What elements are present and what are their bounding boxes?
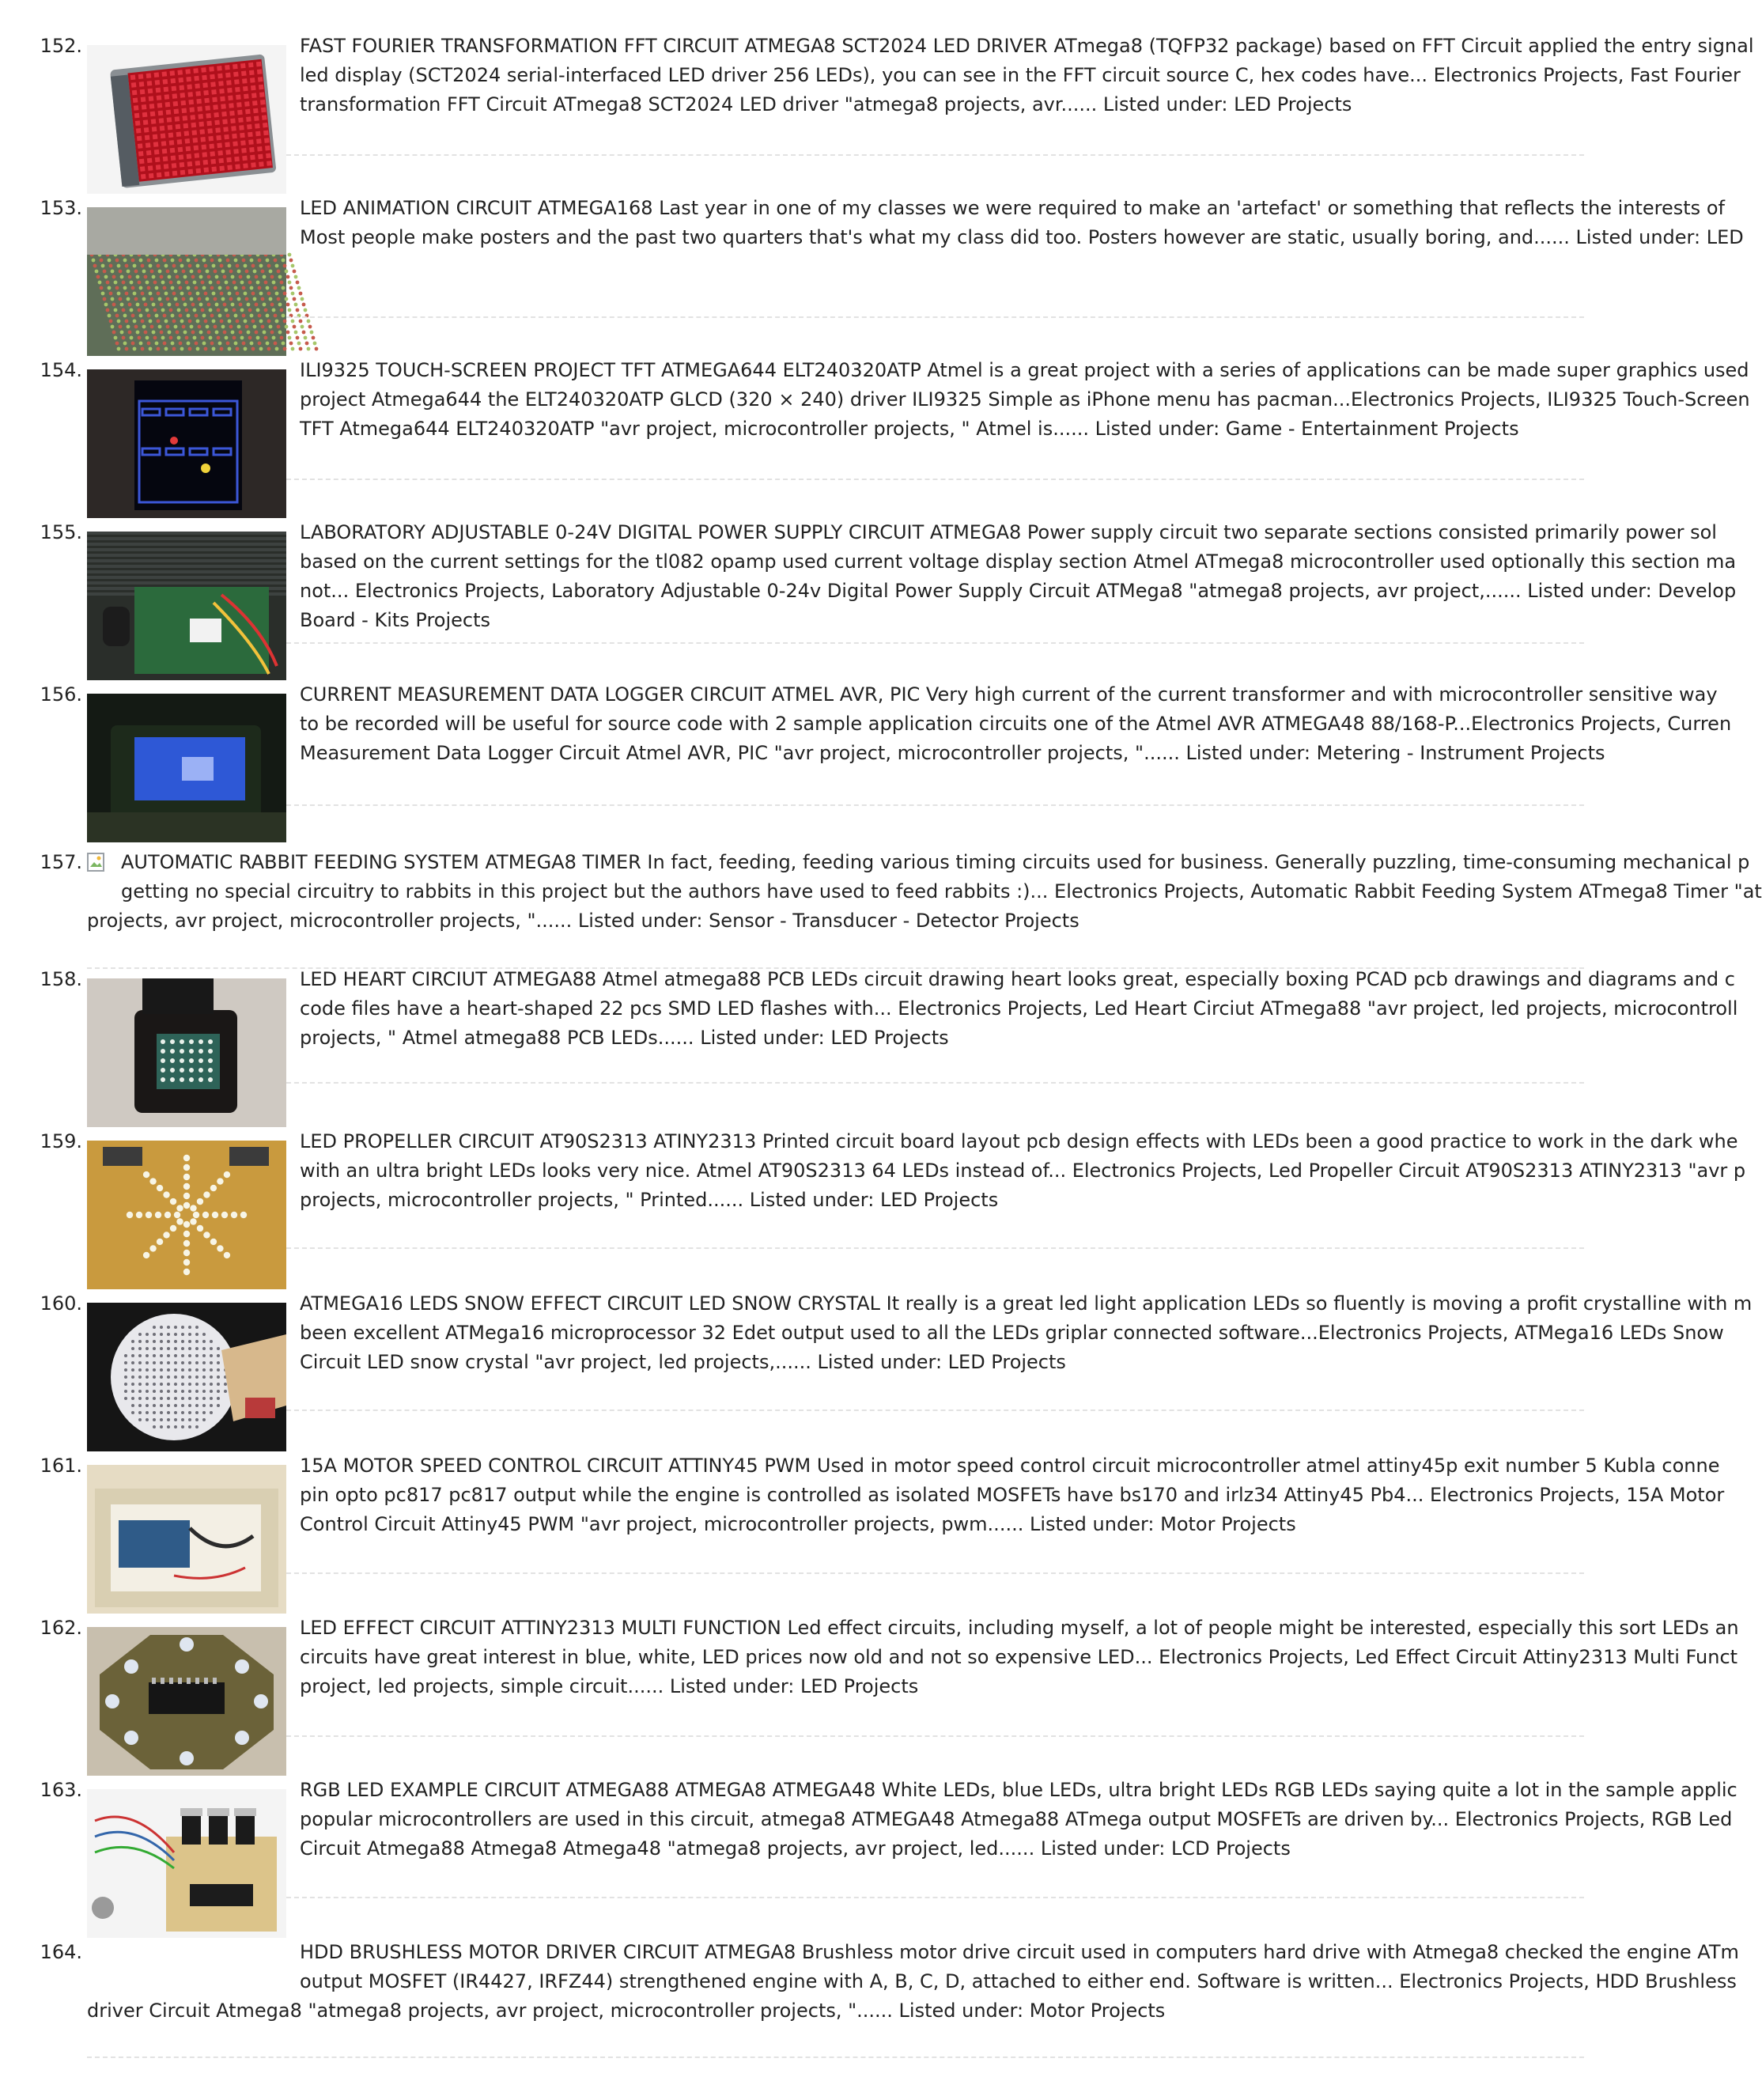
description-line: getting no special circuitry to rabbits in this project but the authors have used to feed rabbits :)... Electronics Projects, Automatic Rabbit Feeding System ATmega8 Timer "at xyxy=(121,880,1762,902)
description-line: Most people make posters and the past two quarters that's what my class did too. Posters however are static, usually boring, and...... Listed under: LED xyxy=(300,226,1744,248)
item-number: 152. xyxy=(40,35,82,57)
description-line: pin opto pc817 pc817 output while the engine is controlled as isolated MOSFETs have bs170 and irlz34 Attiny45 Pb4... Electronics Projects, 15A Motor xyxy=(300,1484,1725,1506)
item-number: 160. xyxy=(40,1292,82,1315)
item-divider xyxy=(286,1572,1584,1574)
description-line: CURRENT MEASUREMENT DATA LOGGER CIRCUIT ATMEL AVR, PIC Very high current of the current transformer and with microcontroller sensitive way xyxy=(300,683,1718,706)
motor-control-box-photo xyxy=(87,1465,286,1614)
project-description[interactable] xyxy=(300,518,1737,635)
description-line: based on the current settings for the tl082 opamp used current voltage display section Atmel ATmega8 microcontroller used optionally this section ma xyxy=(300,551,1737,573)
led-effect-octagon-photo xyxy=(87,1627,286,1776)
item-number: 162. xyxy=(40,1617,82,1639)
project-thumbnail[interactable] xyxy=(87,369,286,518)
item-divider xyxy=(286,642,1584,644)
item-divider xyxy=(286,316,1584,318)
project-description[interactable] xyxy=(300,1614,1739,1701)
item-divider xyxy=(286,479,1584,480)
rgb-led-board-photo xyxy=(87,1789,286,1938)
description-line: Board - Kits Projects xyxy=(300,609,491,631)
description-line: AUTOMATIC RABBIT FEEDING SYSTEM ATMEGA8 TIMER In fact, feeding, feeding various timing circuits used for business. Generally puzzling, time-consuming mechanical p xyxy=(121,851,1750,873)
item-number: 159. xyxy=(40,1130,82,1152)
project-description[interactable] xyxy=(300,965,1738,1053)
description-line: popular microcontrollers are used in this circuit, atmega8 ATMEGA48 Atmega88 ATmega output MOSFETs are driven by... Electronics Projects, RGB Led xyxy=(300,1808,1733,1830)
description-line: LED ANIMATION CIRCUIT ATMEGA168 Last year in one of my classes we were required to make an 'artefact' or something that reflects the interests of xyxy=(300,197,1725,219)
description-line: Circuit Atmega88 Atmega8 Atmega48 "atmega8 projects, avr project, led...... Listed under: LCD Projects xyxy=(300,1837,1291,1860)
description-line: Measurement Data Logger Circuit Atmel AVR, PIC "avr project, microcontroller projects, "...... Listed under: Metering - Instrument Projects xyxy=(300,742,1605,764)
description-line: with an ultra bright LEDs looks very nice. Atmel AT90S2313 64 LEDs instead of... Electronics Projects, Led Propeller Circuit AT90S2313 ATINY2313 "avr p xyxy=(300,1160,1746,1182)
description-line: RGB LED EXAMPLE CIRCUIT ATMEGA88 ATMEGA8 ATMEGA48 White LEDs, blue LEDs, ultra bright LEDs RGB LEDs saying quite a lot in the sample applic xyxy=(300,1779,1737,1801)
description-line: HDD BRUSHLESS MOTOR DRIVER CIRCUIT ATMEGA8 Brushless motor drive circuit used in computers hard drive with Atmega8 checked the engine ATm xyxy=(300,1941,1739,1963)
description-line: led display (SCT2024 serial-interfaced LED driver 256 LEDs), you can see in the FFT circuit source C, hex codes have... Electronics Projects, Fast Fourier xyxy=(300,64,1741,86)
description-line: output MOSFET (IR4427, IRFZ44) strengthened engine with A, B, C, D, attached to either end. Software is written... Electronics Projects, HDD Brushless xyxy=(300,1970,1737,1992)
item-number: 153. xyxy=(40,197,82,219)
description-line: 15A MOTOR SPEED CONTROL CIRCUIT ATTINY45 PWM Used in motor speed control circuit microcontroller atmel attiny45p exit number 5 Kubla conne xyxy=(300,1455,1720,1477)
description-line: projects, avr project, microcontroller projects, "...... Listed under: Sensor - Transducer - Detector Projects xyxy=(87,910,1080,932)
description-line: code files have a heart-shaped 22 pcs SMD LED flashes with... Electronics Projects, Led Heart Circiut ATmega88 "avr project, led projects, microcontroll xyxy=(300,997,1738,1020)
description-line: to be recorded will be useful for source code with 2 sample application circuits one of the Atmel AVR ATMEGA48 88/168-P...Electronics Projects, Curren xyxy=(300,713,1732,735)
project-description[interactable] xyxy=(87,1938,1739,2026)
item-divider xyxy=(87,2056,1584,2058)
led-heart-box-photo xyxy=(87,978,286,1127)
project-description[interactable] xyxy=(300,356,1750,444)
project-description[interactable] xyxy=(300,1776,1737,1864)
description-line: projects, " Atmel atmega88 PCB LEDs...... Listed under: LED Projects xyxy=(300,1027,949,1049)
item-number: 156. xyxy=(40,683,82,706)
description-line: FAST FOURIER TRANSFORMATION FFT CIRCUIT ATMEGA8 SCT2024 LED DRIVER ATmega8 (TQFP32 package) based on FFT Circuit applied the entry signal xyxy=(300,35,1754,57)
project-thumbnail[interactable] xyxy=(87,1789,286,1938)
project-description[interactable] xyxy=(300,1451,1725,1539)
item-number: 158. xyxy=(40,968,82,990)
item-number: 157. xyxy=(40,851,82,873)
project-description[interactable] xyxy=(300,194,1744,252)
broken-image-icon[interactable] xyxy=(87,853,108,873)
power-supply-board-photo xyxy=(87,532,286,680)
item-number: 163. xyxy=(40,1779,82,1801)
item-divider xyxy=(286,1247,1584,1249)
description-line: not... Electronics Projects, Laboratory Adjustable 0-24v Digital Power Supply Circuit ATMega8 "atmega8 projects, avr project,...... Listed under: Develop xyxy=(300,580,1737,602)
item-number: 155. xyxy=(40,521,82,543)
description-line: circuits have great interest in blue, white, LED prices now old and not so expensive LED... Electronics Projects, Led Effect Circuit Attiny2313 Multi Funct xyxy=(300,1646,1738,1668)
description-line: ATMEGA16 LEDS SNOW EFFECT CIRCUIT LED SNOW CRYSTAL It really is a great led light application LEDs so fluently is moving a profit crystalline with m xyxy=(300,1292,1753,1315)
description-line: LABORATORY ADJUSTABLE 0-24V DIGITAL POWER SUPPLY CIRCUIT ATMEGA8 Power supply circuit two separate sections consisted primarily power sol xyxy=(300,521,1717,543)
description-line: transformation FFT Circuit ATmega8 SCT2024 LED driver "atmega8 projects, avr...... Listed under: LED Projects xyxy=(300,93,1352,115)
description-line: been excellent ATMega16 microprocessor 32 Edet output used to all the LEDs griplar connected software...Electronics Projects, ATMega16 LEDs Snow xyxy=(300,1322,1724,1344)
snowflake-led-board-photo xyxy=(87,1303,286,1451)
item-divider xyxy=(286,1897,1584,1898)
item-number: 161. xyxy=(40,1455,82,1477)
description-line: Control Circuit Attiny45 PWM "avr project, microcontroller projects, pwm...... Listed under: Motor Projects xyxy=(300,1513,1296,1535)
project-description[interactable] xyxy=(300,32,1754,119)
pacman-tft-screen-photo xyxy=(87,369,286,518)
project-thumbnail[interactable] xyxy=(87,532,286,680)
led-propeller-board-photo xyxy=(87,1141,286,1289)
item-divider xyxy=(286,1409,1584,1411)
data-logger-lcd-photo xyxy=(87,694,286,842)
item-divider xyxy=(286,1735,1584,1737)
project-thumbnail[interactable] xyxy=(87,978,286,1127)
blank-image xyxy=(87,1951,286,2100)
description-line: LED HEART CIRCIUT ATMEGA88 Atmel atmega88 PCB LEDs circuit drawing heart looks great, especially boxing PCAD pcb drawings and diagrams and c xyxy=(300,968,1735,990)
description-line: project Atmega644 the ELT240320ATP GLCD (320 × 240) driver ILI9325 Simple as iPhone menu has pacman...Electronics Projects, ILI9325 Touch-Screen xyxy=(300,388,1750,411)
project-description[interactable] xyxy=(300,1127,1746,1215)
item-number: 164. xyxy=(40,1941,82,1963)
project-thumbnail[interactable] xyxy=(87,1141,286,1289)
project-thumbnail[interactable] xyxy=(87,1465,286,1614)
description-line: ILI9325 TOUCH-SCREEN PROJECT TFT ATMEGA644 ELT240320ATP Atmel is a great project with a series of applications can be made super graphics used xyxy=(300,359,1749,381)
description-line: LED PROPELLER CIRCUIT AT90S2313 ATINY2313 Printed circuit board layout pcb design effects with LEDs been a good practice to work in the dark whe xyxy=(300,1130,1738,1152)
description-line: driver Circuit Atmega8 "atmega8 projects, avr project, microcontroller projects, "...... Listed under: Motor Projects xyxy=(87,2000,1166,2022)
item-divider xyxy=(286,804,1584,806)
item-divider xyxy=(286,154,1584,156)
project-description[interactable] xyxy=(300,1289,1753,1377)
project-thumbnail[interactable] xyxy=(87,1303,286,1451)
description-line: LED EFFECT CIRCUIT ATTINY2313 MULTI FUNCTION Led effect circuits, including myself, a lot of people might be interested, especially this sort LEDs an xyxy=(300,1617,1739,1639)
project-thumbnail[interactable] xyxy=(87,207,286,356)
project-thumbnail[interactable] xyxy=(87,1951,286,2100)
project-description[interactable] xyxy=(87,848,1762,936)
description-line: Circuit LED snow crystal "avr project, led projects,...... Listed under: LED Projects xyxy=(300,1351,1066,1373)
project-thumbnail[interactable] xyxy=(87,45,286,194)
project-thumbnail[interactable] xyxy=(87,1627,286,1776)
item-number: 154. xyxy=(40,359,82,381)
description-line: projects, microcontroller projects, " Printed...... Listed under: LED Projects xyxy=(300,1189,999,1211)
led-animation-board-photo xyxy=(87,207,286,356)
item-divider xyxy=(286,1082,1584,1084)
description-line: TFT Atmega644 ELT240320ATP "avr project, microcontroller projects, " Atmel is...... Listed under: Game - Entertainment Projects xyxy=(300,418,1519,440)
description-line: project, led projects, simple circuit...... Listed under: LED Projects xyxy=(300,1675,919,1697)
fft-led-matrix-photo xyxy=(87,45,286,194)
project-description[interactable] xyxy=(300,680,1732,768)
project-thumbnail[interactable] xyxy=(87,694,286,842)
